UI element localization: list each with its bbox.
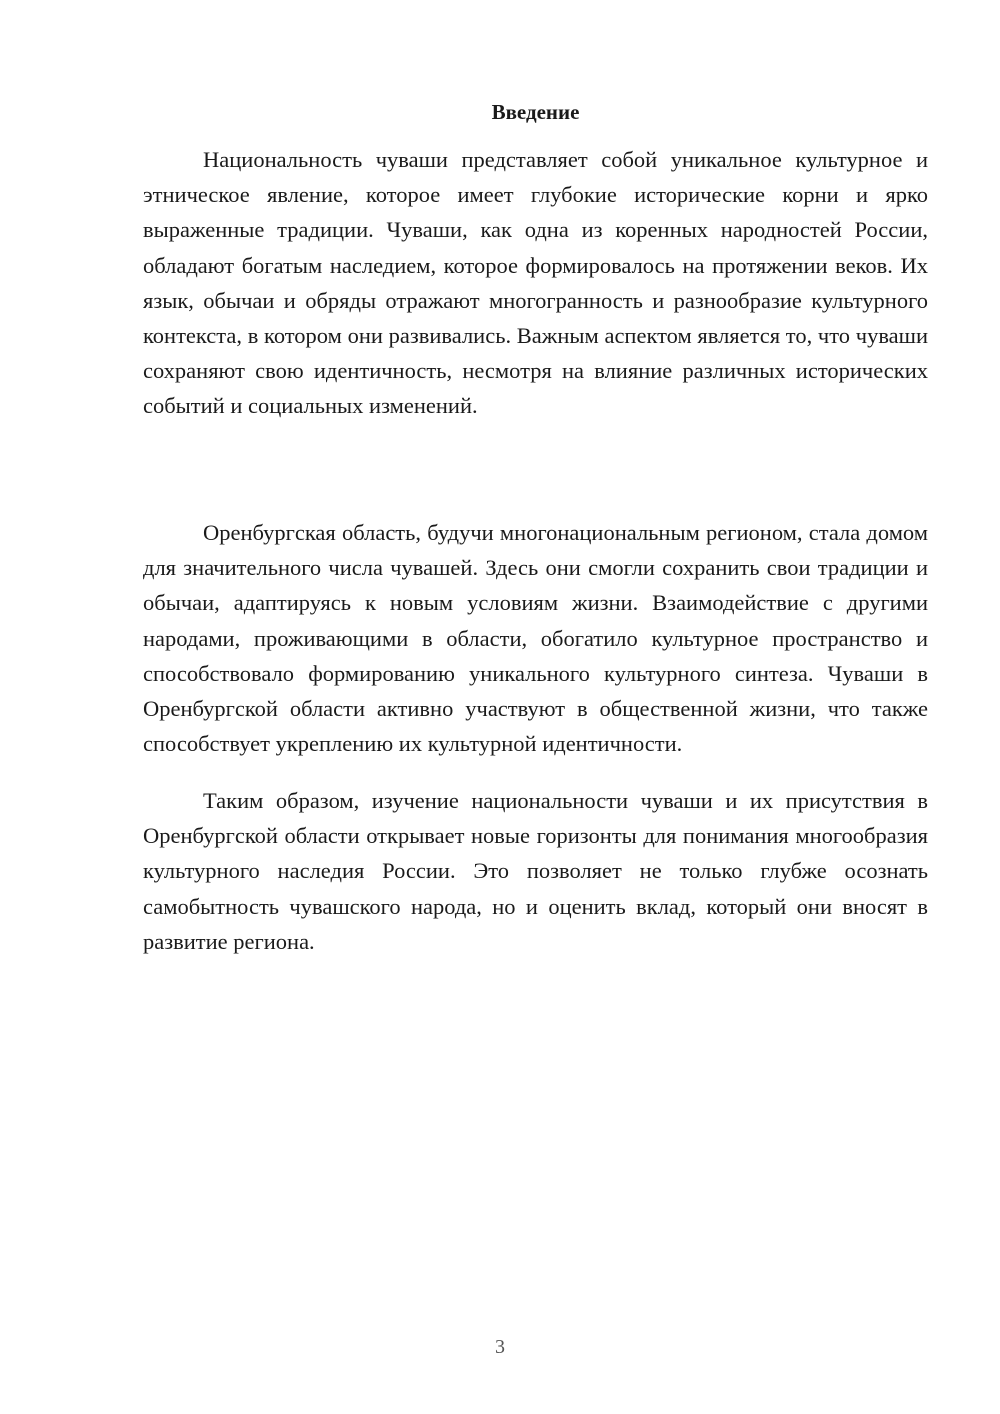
page-title: Введение [491, 100, 580, 124]
paragraph-1: Национальность чуваши представляет собой уникальное культурное и этническое явление, которое имеет глубокие исторические корни и ярко выраженные традиции. Чуваши, как одна из коренных народностей России, обладают богатым наследием, которое формировалось на протяжении веков. Их язык, обычаи и обряды отражают многогранность и разнообразие культурного контекста, в котором они развивались. Важным аспектом является то, что чуваши сохраняют свою идентичность, несмотря на влияние различных исторических событий и социальных изменений. [143, 147, 928, 419]
paragraph-3: Таким образом, изучение национальности чуваши и их присутствия в Оренбургской области открывает новые горизонты для понимания многообразия культурного наследия России. Это позволяет не только глубже осознать самобытность чувашского народа, но и оценить вклад, который они вносят в развитие региона. [143, 788, 928, 954]
paragraph-2: Оренбургская область, будучи многонациональным регионом, стала домом для значительного числа чувашей. Здесь они смогли сохранить свои традиции и обычаи, адаптируясь к новым условиям жизни. Взаимодействие с другими народами, проживающими в области, обогатило культурное пространство и способствовало формированию уникального культурного синтеза. Чуваши в Оренбургской области активно участвуют в общественной жизни, что также способствует укреплению их культурной идентичности. [143, 520, 928, 757]
page-number: 3 [495, 1336, 505, 1358]
